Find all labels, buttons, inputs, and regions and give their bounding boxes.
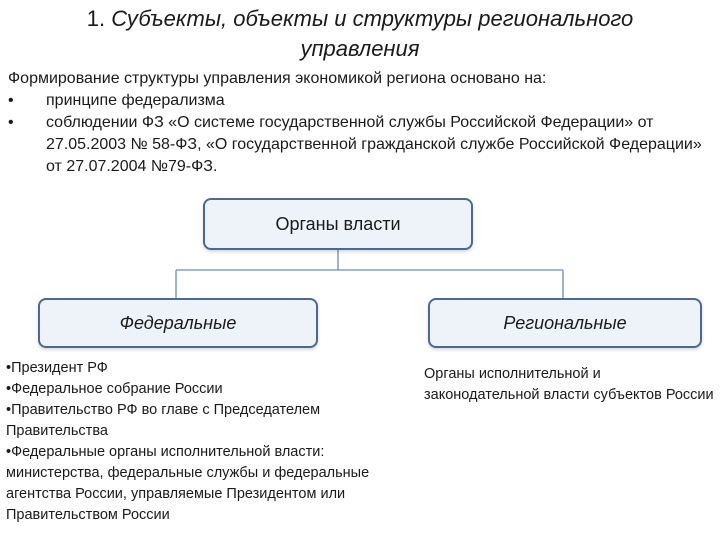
federal-bodies-list — [6, 358, 386, 526]
regional-bodies-text: Органы исполнительной и законодательной власти субъектов России — [424, 366, 714, 403]
federal-item: •Президент РФ — [6, 360, 108, 376]
federal-item: •Правительство РФ во главе с Председателем Правительства — [6, 402, 321, 439]
root-node-label: Органы власти — [275, 213, 401, 234]
title-text-line-1: Субъекты, объекты и структуры регионального — [111, 6, 634, 31]
title-number: 1. — [86, 6, 106, 31]
intro-bullet: • соблюдении ФЗ «О системе государственной службы Российской Федерации» от 27.05.2003 № 58-ФЗ, «О государственной гражданской службе Российской Федерации» от 27.07.2004 №79-ФЗ. — [8, 112, 708, 178]
intro-lead: Формирование структуры управления экономикой региона основано на: — [8, 70, 547, 87]
federal-node-box — [38, 298, 318, 348]
federal-item: •Федеральные органы исполнительной власти: министерства, федеральные службы и федеральные агентства России, управляемые Президентом или Правительством России — [6, 444, 370, 523]
federal-node-label: Федеральные — [119, 312, 237, 333]
intro-bullet: • принципе федерализма — [8, 90, 708, 112]
root-node-box — [203, 198, 473, 250]
title-text-line-2: управления — [300, 36, 420, 61]
federal-item: •Федеральное собрание России — [6, 381, 223, 397]
regional-node-label: Региональные — [503, 312, 627, 333]
regional-node-box — [428, 298, 702, 348]
